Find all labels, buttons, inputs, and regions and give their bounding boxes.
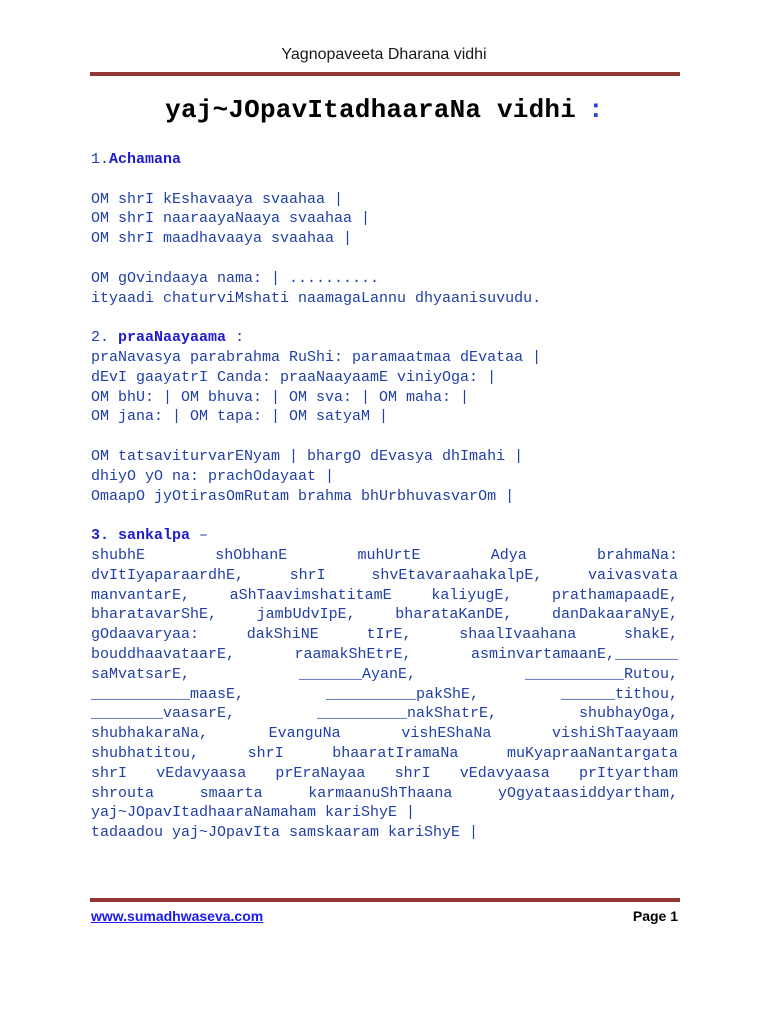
sankalpa-line: ___________maasE, __________pakShE, ______tithou, xyxy=(91,685,678,703)
section-label: Achamana xyxy=(109,151,182,168)
section-label: praaNaayaama xyxy=(118,329,227,347)
mantra-line: OM gOvindaaya nama: | .......... xyxy=(91,269,380,287)
document-body xyxy=(91,90,678,843)
sankalpa-line: manvantarE, aShTaavimshatitamE kaliyugE, prathamapaadE, xyxy=(91,586,678,604)
section-number: 2. xyxy=(91,329,110,347)
website-link[interactable]: www.sumadhwaseva.com xyxy=(91,908,264,924)
sankalpa-line: shubhakaraNa, EvanguNa vishEShaNa vishiShTaayaam xyxy=(91,725,678,743)
title-colon: : xyxy=(588,95,604,125)
section-number: 1. xyxy=(91,151,110,168)
section-number: 3. xyxy=(91,527,110,545)
sankalpa-line: shrouta smaarta karmaanuShThaana yOgyataasiddyartham, xyxy=(91,784,678,802)
sankalpa-line: ________vaasarE, __________nakShatrE, shubhayOga, xyxy=(91,705,678,723)
mantra-line: OM bhU: | OM bhuva: | OM sva: | OM maha: | xyxy=(91,388,470,406)
mantra-line: OmaapO jyOtirasOmRutam brahma bhUrbhuvasvarOm | xyxy=(91,487,515,505)
section-suffix: : xyxy=(226,329,245,347)
sankalpa-line: yaj~JOpavItadhaaraNamaham kariShyE | xyxy=(91,804,416,822)
mantra-line: OM jana: | OM tapa: | OM satyaM | xyxy=(91,408,389,426)
section-heading-praanaayaama xyxy=(91,328,678,348)
sankalpa-line: saMvatsarE, _______AyanE, ___________Rutou, xyxy=(91,665,678,683)
mantra-line: OM tatsaviturvarENyam | bhargO dEvasya dhImahi | xyxy=(91,447,524,465)
mantra-line: OM shrI maadhavaaya svaahaa | xyxy=(91,230,353,248)
mantra-line: praNavasya parabrahma RuShi: paramaatmaa dEvataa | xyxy=(91,348,542,366)
sankalpa-line: gOdaavaryaa: dakShiNE tIrE, shaalIvaahana shakE, xyxy=(91,626,678,644)
sankalpa-line: dvItIyaparaardhE, shrI shvEtavaraahakalpE, vaivasvata xyxy=(91,566,678,584)
sankalpa-line: shubhE shObhanE muhUrtE Adya brahmaNa: xyxy=(91,546,678,564)
section-suffix: – xyxy=(190,527,209,545)
section-heading-sankalpa xyxy=(91,526,678,546)
mantra-line: dEvI gaayatrI Canda: praaNaayaamE viniyOga: | xyxy=(91,368,497,386)
header-rule xyxy=(90,72,680,76)
mantra-line: dhiyO yO na: prachOdayaat | xyxy=(91,467,335,485)
sankalpa-line: tadaadou yaj~JOpavIta samskaaram kariShyE | xyxy=(91,824,479,842)
sankalpa-line: bharatavarShE, jambUdvIpE, bharataKanDE, danDakaaraNyE, xyxy=(91,606,678,624)
page-number: Page 1 xyxy=(632,908,678,924)
document-title-text: yaj~JOpavItadhaaraNa vidhi xyxy=(165,95,577,125)
document-title xyxy=(91,92,678,128)
running-header: Yagnopaveeta Dharana vidhi xyxy=(281,46,487,63)
section-label: sankalpa xyxy=(118,527,191,545)
sankalpa-line: shubhatitou, shrI bhaaratIramaNa muKyapraaNantargata xyxy=(91,744,678,762)
sankalpa-line: shrI vEdavyaasa prEraNayaa shrI vEdavyaasa prItyartham xyxy=(91,764,678,782)
footer-rule xyxy=(90,898,680,902)
sankalpa-line: bouddhaavataarE, raamakShEtrE, asminvartamaanE,_______ xyxy=(91,645,678,663)
mantra-line: ityaadi chaturviMshati naamagaLannu dhyaanisuvudu. xyxy=(91,289,542,307)
section-heading-achamana xyxy=(91,150,678,170)
mantra-line: OM shrI naaraayaNaaya svaahaa | xyxy=(91,210,371,228)
mantra-line: OM shrI kEshavaaya svaahaa | xyxy=(91,190,344,208)
